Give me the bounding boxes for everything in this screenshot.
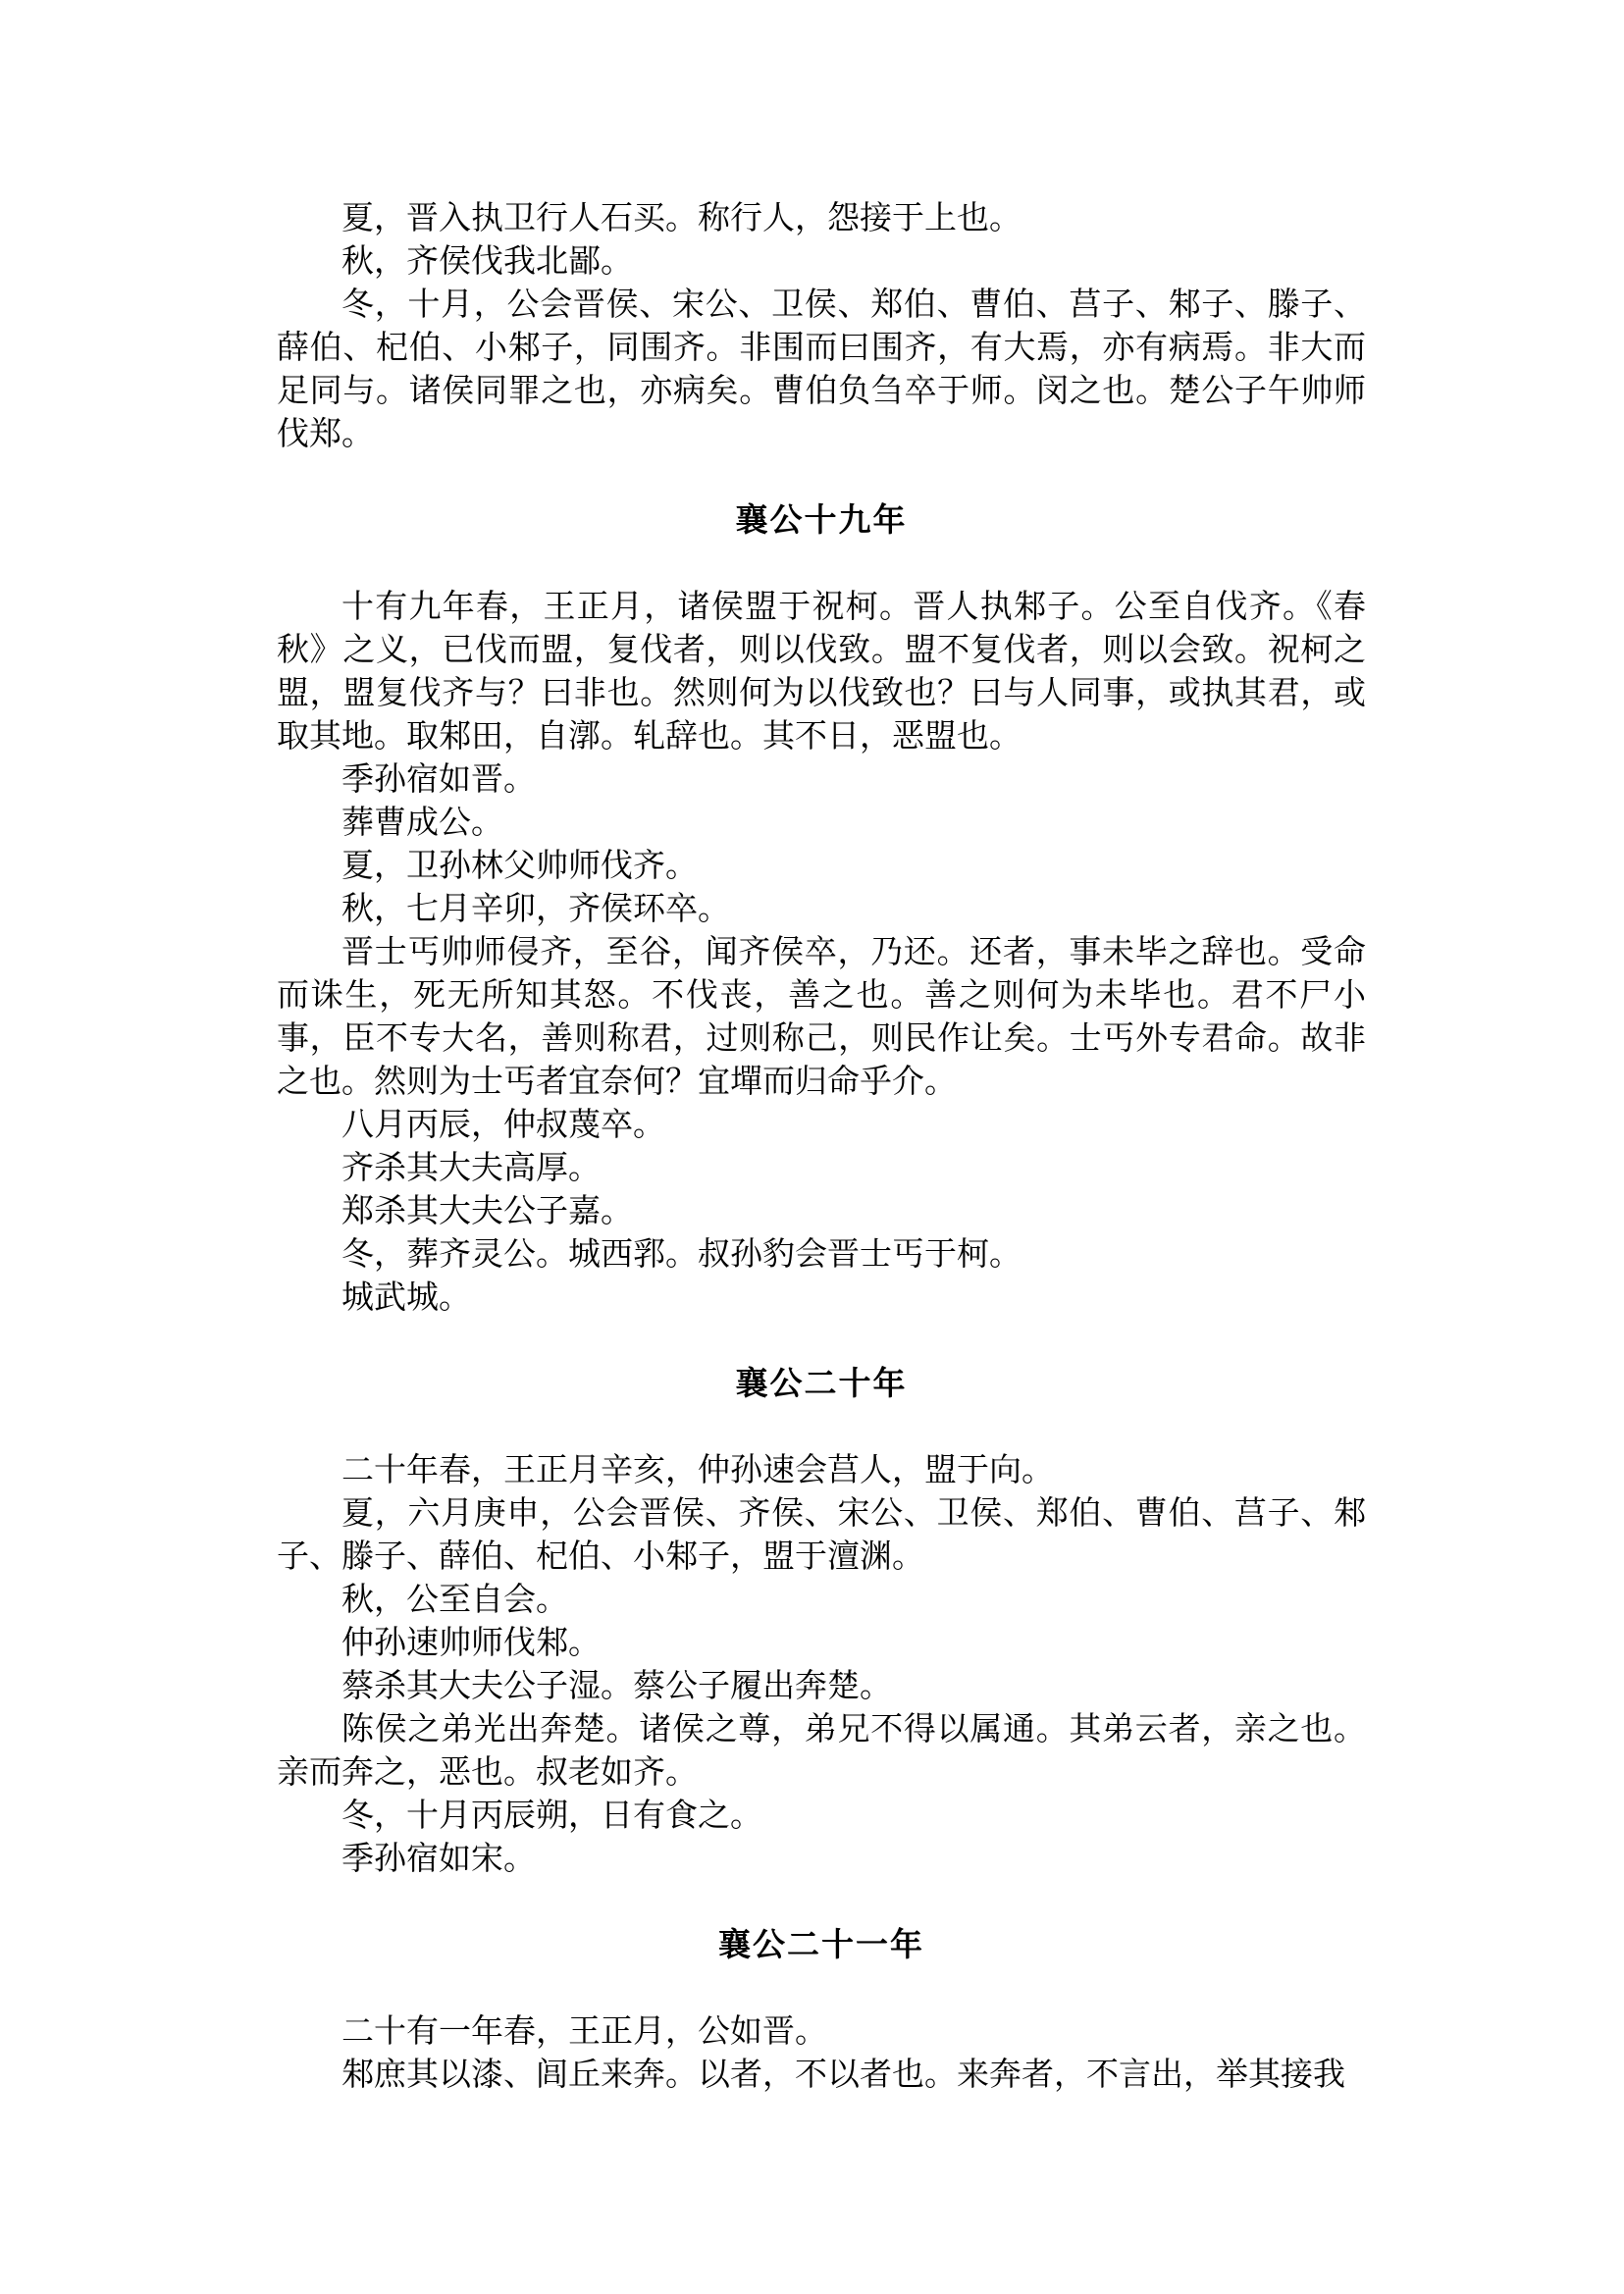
paragraph: 葬曹成公。 [341, 803, 503, 841]
paragraph: 冬，十月，公会晋侯、宋公、卫侯、郑伯、曹伯、莒子、邾子、滕子、薛伯、杞伯、小邾子，同围齐。非围而曰围齐，有大焉，亦有病焉。非大而足同与。诸侯同罪之也，亦病矣。曹伯负刍卒于师。闵之也。楚公子午帅师伐郑。 [277, 285, 1366, 452]
paragraph: 城武城。 [341, 1277, 471, 1316]
paragraph: 蔡杀其大夫公子湿。蔡公子履出奔楚。 [341, 1666, 892, 1704]
paragraph: 二十有一年春，王正月，公如晋。 [341, 2011, 827, 2050]
document-page [277, 196, 1366, 2096]
paragraph: 夏，晋入执卫行人石买。称行人，怨接于上也。 [341, 198, 1022, 236]
paragraph: 夏，卫孙林父帅师伐齐。 [341, 846, 698, 884]
paragraph: 冬，十月丙辰朔，日有食之。 [341, 1796, 762, 1834]
paragraph: 二十年春，王正月辛亥，仲孙速会莒人，盟于向。 [341, 1450, 1054, 1488]
paragraph: 郑杀其大夫公子嘉。 [341, 1191, 633, 1229]
paragraph: 晋士丐帅师侵齐，至谷，闻齐侯卒，乃还。还者，事未毕之辞也。受命而诛生，死无所知其怒。不伐丧，善之也。善之则何为未毕也。君不尸小事，臣不专大名，善则称君，过则称己，则民作让矣。士丐外专君命。故非之也。然则为士丐者宜奈何？宜墠而归命乎介。 [277, 932, 1366, 1100]
paragraph: 仲孙速帅师伐邾。 [341, 1623, 601, 1661]
section-xianggong-19 [277, 498, 1366, 1319]
paragraph: 秋，齐侯伐我北鄙。 [341, 241, 633, 280]
paragraph: 季孙宿如晋。 [341, 759, 536, 798]
paragraph: 冬，葬齐灵公。城西郛。叔孙豹会晋士丐于柯。 [341, 1234, 1022, 1273]
paragraph: 夏，六月庚申，公会晋侯、齐侯、宋公、卫侯、郑伯、曹伯、莒子、邾子、滕子、薛伯、杞伯、小邾子，盟于澶渊。 [277, 1493, 1366, 1575]
paragraph: 季孙宿如宋。 [341, 1839, 536, 1877]
section-title: 襄公二十一年 [718, 1925, 924, 1963]
paragraph: 邾庶其以漆、闾丘来奔。以者，不以者也。来奔者，不言出，举其接我 [341, 2055, 1345, 2093]
paragraph: 八月丙辰，仲叔蔑卒。 [341, 1105, 665, 1143]
paragraph: 十有九年春，王正月，诸侯盟于祝柯。晋人执邾子。公至自伐齐。《春秋》之义，已伐而盟，复伐者，则以伐致。盟不复伐者，则以会致。祝柯之盟，盟复伐齐与？曰非也。然则何为以伐致也？曰与人同事，或执其君，或取其地。取邾田，自漷。轧辞也。其不日，恶盟也。 [277, 587, 1366, 755]
paragraph: 齐杀其大夫高厚。 [341, 1148, 601, 1186]
section-title: 襄公二十年 [735, 1364, 908, 1402]
paragraph: 秋，公至自会。 [341, 1580, 568, 1618]
section-xianggong-21 [277, 1923, 1366, 2096]
paragraph: 秋，七月辛卯，齐侯环卒。 [341, 889, 730, 927]
section-continuation [277, 196, 1366, 455]
section-title: 襄公十九年 [735, 500, 908, 539]
paragraph: 陈侯之弟光出奔楚。诸侯之尊，弟兄不得以属通。其弟云者，亲之也。亲而奔之，恶也。叔老如齐。 [277, 1709, 1366, 1791]
section-xianggong-20 [277, 1362, 1366, 1880]
